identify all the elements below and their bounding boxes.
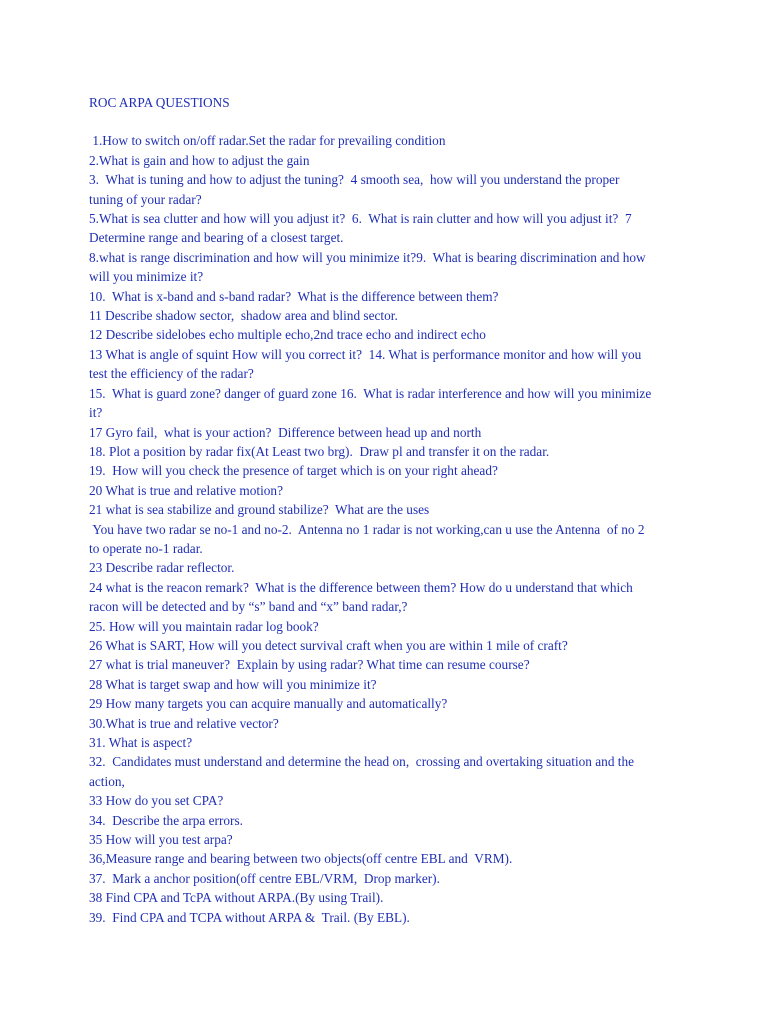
question-line: 29 How many targets you can acquire manually and automatically? — [89, 696, 448, 712]
question-line: 11 Describe shadow sector, shadow area and blind sector. — [89, 308, 398, 324]
question-line: 35 How will you test arpa? — [89, 832, 233, 848]
question-line: 18. Plot a position by radar fix(At Least two brg). Draw pl and transfer it on the radar. — [89, 443, 550, 459]
question-list — [89, 131, 679, 927]
question-line: You have two radar se no-1 and no-2. Antenna no 1 radar is not working,can u use the Antenna of no 2 — [89, 521, 645, 537]
question-line: Determine range and bearing of a closest target. — [89, 230, 344, 246]
question-line: to operate no-1 radar. — [89, 540, 203, 556]
question-line: 25. How will you maintain radar log book? — [89, 618, 319, 634]
question-line: 12 Describe sidelobes echo multiple echo,2nd trace echo and indirect echo — [89, 327, 486, 343]
question-line: test the efficiency of the radar? — [89, 366, 254, 382]
question-line: 34. Describe the arpa errors. — [89, 812, 243, 828]
question-line: 8.what is range discrimination and how will you minimize it?9. What is bearing discrimination and how — [89, 249, 646, 265]
question-line: 37. Mark a anchor position(off centre EBL/VRM, Drop marker). — [89, 870, 440, 886]
question-line: 27 what is trial maneuver? Explain by using radar? What time can resume course? — [89, 657, 530, 673]
question-line: 21 what is sea stabilize and ground stabilize? What are the uses — [89, 502, 430, 518]
question-line: 13 What is angle of squint How will you correct it? 14. What is performance monitor and how will you — [89, 346, 642, 362]
question-line: 31. What is aspect? — [89, 735, 193, 750]
question-line: 3. What is tuning and how to adjust the tuning? 4 smooth sea, how will you understand the proper — [89, 172, 620, 188]
question-line: 38 Find CPA and TcPA without ARPA.(By using Trail). — [89, 890, 384, 906]
question-line: 36,Measure range and bearing between two objects(off centre EBL and VRM). — [89, 851, 513, 867]
question-line: 17 Gyro fail, what is your action? Difference between head up and north — [89, 424, 482, 440]
question-line: it? — [89, 405, 103, 421]
question-line: 39. Find CPA and TCPA without ARPA & Trail. (By EBL). — [89, 909, 410, 925]
question-line: 20 What is true and relative motion? — [89, 482, 283, 498]
question-line: 32. Candidates must understand and determine the head on, crossing and overtaking situation and the — [89, 754, 635, 770]
question-line: 24 what is the reacon remark? What is the difference between them? How do u understand that which — [89, 579, 633, 595]
document-title: ROC ARPA QUESTIONS — [89, 95, 230, 110]
question-line: action, — [89, 773, 125, 789]
question-line: will you minimize it? — [89, 269, 204, 285]
document-body — [89, 93, 679, 927]
question-line: 5.What is sea clutter and how will you adjust it? 6. What is rain clutter and how will you adjust it? 7 — [89, 211, 632, 227]
question-line: 30.What is true and relative vector? — [89, 715, 279, 731]
question-line: 2.What is gain and how to adjust the gain — [89, 152, 310, 168]
question-line: 26 What is SART, How will you detect survival craft when you are within 1 mile of craft? — [89, 637, 568, 653]
question-line: 23 Describe radar reflector. — [89, 560, 235, 576]
question-line: 10. What is x-band and s-band radar? What is the difference between them? — [89, 288, 499, 304]
question-line: tuning of your radar? — [89, 191, 202, 207]
question-line: 15. What is guard zone? danger of guard zone 16. What is radar interference and how will you minimize — [89, 385, 652, 401]
question-line: racon will be detected and by “s” band and “x” band radar,? — [89, 599, 408, 615]
question-line: 28 What is target swap and how will you minimize it? — [89, 676, 377, 692]
question-line: 1.How to switch on/off radar.Set the radar for prevailing condition — [89, 133, 446, 149]
question-line: 33 How do you set CPA? — [89, 793, 224, 809]
question-line: 19. How will you check the presence of target which is on your right ahead? — [89, 463, 498, 479]
